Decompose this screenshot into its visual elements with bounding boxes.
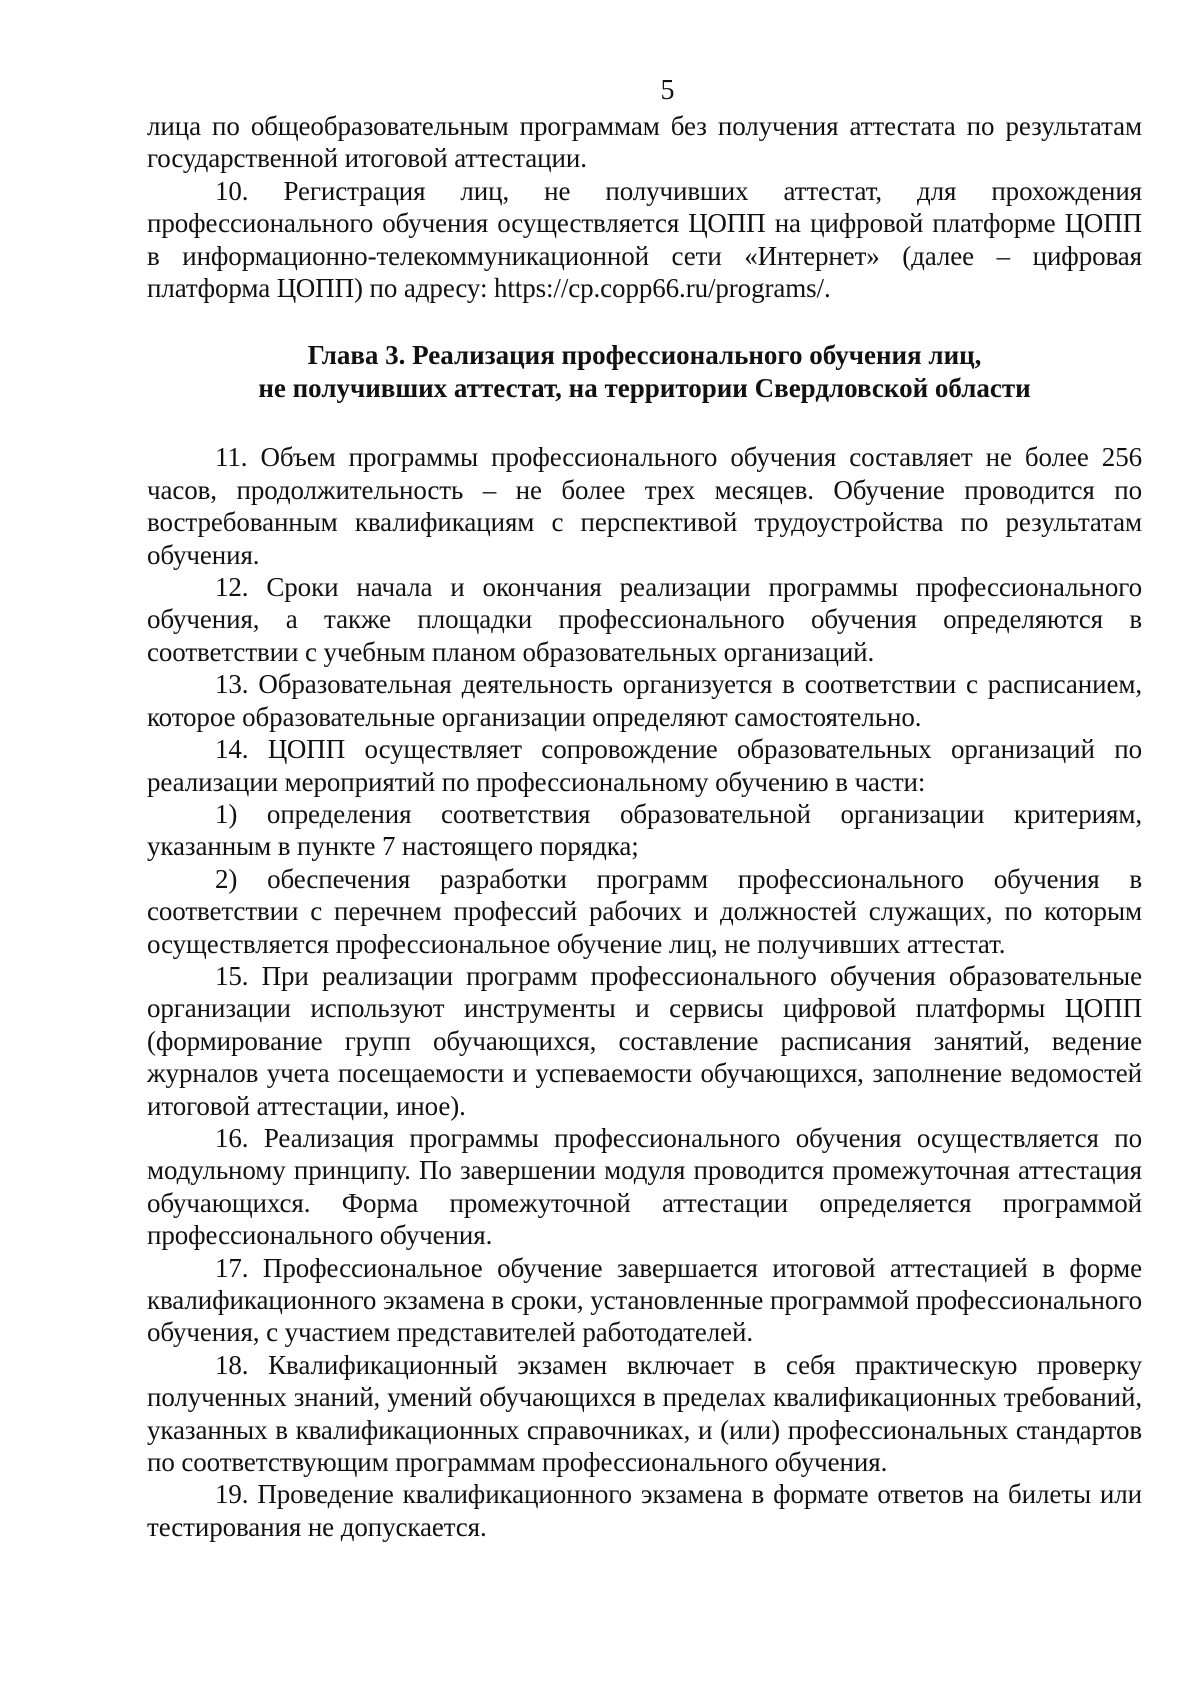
chapter-heading-line-2: не получивших аттестат, на территории Свердловской области [258, 373, 1031, 404]
paragraph-item-14: 14. ЦОПП осуществляет сопровождение образовательных организаций по реализации мероприятий по профессиональному обучению в части: [147, 734, 1142, 797]
paragraph-item-13: 13. Образовательная деятельность организуется в соответствии с расписанием, которое образовательные организации определяют самостоятельно. [147, 669, 1142, 732]
paragraph-item-15: 15. При реализации программ профессионального обучения образовательные организации используют инструменты и сервисы цифровой платформы ЦОПП (формирование групп обучающихся, составление расписания занятий, ведение журналов учета посещаемости и успеваемости обучающихся, заполнение ведомостей итоговой аттестации, иное). [147, 960, 1142, 1121]
chapter-heading [147, 339, 1142, 405]
paragraph-item-18: 18. Квалификационный экзамен включает в себя практическую проверку полученных знаний, умений обучающихся в пределах квалификационных требований, указанных в квалификационных справочниках, и (или) профессиональных стандартов по соответствующим программам профессионального обучения. [147, 1349, 1142, 1478]
chapter-heading-line-1: Глава 3. Реализация профессионального обучения лиц, [307, 340, 982, 371]
paragraph-item-16: 16. Реализация программы профессионального обучения осуществляется по модульному принципу. По завершении модуля проводится промежуточная аттестация обучающихся. Форма промежуточной аттестации определяется программой профессионального обучения. [147, 1122, 1142, 1251]
page-number: 5 [660, 75, 675, 106]
paragraph-subitem-2: 2) обеспечения разработки программ профессионального обучения в соответствии с перечнем профессий рабочих и должностей служащих, по которым осуществляется профессиональное обучение лиц, не получивших аттестат. [147, 863, 1142, 959]
paragraph-continuation: лица по общеобразовательным программам без получения аттестата по результатам государственной итоговой аттестации. [147, 111, 1142, 174]
document-page [147, 72, 1142, 1543]
paragraph-item-10: 10. Регистрация лиц, не получивших аттестат, для прохождения профессионального обучения осуществляется ЦОПП на цифровой платформе ЦОПП в информационно-телекоммуникационной сети «Интернет» (далее – цифровая платформа ЦОПП) по адресу: https://cp.copp66.ru/programs/. [147, 175, 1142, 304]
paragraph-item-17: 17. Профессиональное обучение завершается итоговой аттестацией в форме квалификационного экзамена в сроки, установленные программой профессионального обучения, с участием представителей работодателей. [147, 1252, 1142, 1348]
paragraph-item-12: 12. Сроки начала и окончания реализации программы профессионального обучения, а также площадки профессионального обучения определяются в соответствии с учебным планом образовательных организаций. [147, 572, 1142, 667]
paragraph-subitem-1: 1) определения соответствия образовательной организации критериям, указанным в пункте 7 настоящего порядка; [147, 798, 1142, 862]
paragraph-item-11: 11. Объем программы профессионального обучения составляет не более 256 часов, продолжительность – не более трех месяцев. Обучение проводится по востребованным квалификациям с перспективой трудоустройства по результатам обучения. [147, 442, 1142, 570]
paragraph-item-19: 19. Проведение квалификационного экзамена в формате ответов на билеты или тестирования не допускается. [147, 1479, 1142, 1542]
